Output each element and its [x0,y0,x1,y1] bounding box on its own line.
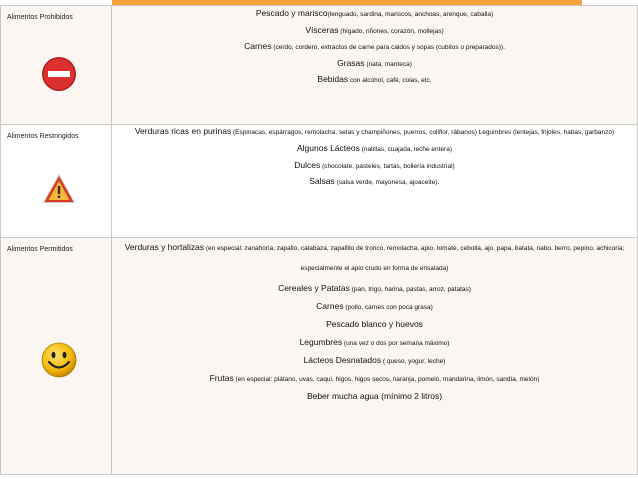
table-row-allowed [1,238,638,475]
row-label-cell [1,6,112,125]
food-line: Dulces (chocolate, pasteles, tartas, bollería industrial) [294,159,455,170]
food-table [0,5,638,475]
row-content-cell [112,6,638,125]
food-line: Frutas (en especial: plátano, uvas, caqui, higos, higos secos, naranja, pomelo, mandarina, limón, sandía, melón) [209,373,540,383]
table-row-prohibited [1,6,638,125]
smiley-icon [41,342,77,378]
row-label-cell [1,125,112,238]
food-line: Cereales y Patatas (pan, trigo, harina, pastas, arroz, patatas) [278,283,471,293]
food-line: Salsas (salsa verde, mayonesa, ajoaceite). [309,176,440,186]
food-line: Carnes (pollo, carnes con poca grasa) [316,301,433,311]
row-content-cell [112,238,638,475]
food-line: Legumbres (una vez o dos por semana máximo) [299,337,450,347]
food-line: Algunos Lácteos (natillas, cuajada, leche entera) [297,143,452,153]
row-label: Alimentos Restringidos [7,133,79,140]
food-line: Verduras y hortalizas (en especial: zanahoria, zapallo, calabaza, zapallito de tronco, remolacha, apio, tomate, cebolla, ajo, papa, batata, nabo, berro, pepino, achicoria; especialmente el apio crudo en forma de ensalada) [124,242,625,272]
food-line: Grasas (nata, manteca) [337,57,412,68]
food-line: Pescado blanco y huevos [326,319,423,329]
food-line: Beber mucha agua (mínimo 2 litros) [306,391,443,401]
food-line: Bebidas con alcohol, café, colas, etc. [317,74,432,84]
row-label-cell [1,238,112,475]
row-label: Alimentos Permitidos [7,246,73,253]
food-line: Vísceras (hígado, riñones, corazón, mollejas) [305,24,444,35]
food-line: Lácteos Desnatados ( queso, yogur, leche) [303,355,446,365]
food-line: Verduras ricas en purinas (Espinacas, espárragos, remolacha, setas y champiñones, puerros, coliflor, rábanos) Legumbres (lentejas, frijoles, habas, garbanzo) [134,126,615,136]
food-line: Carnes (cerdo, cordero, extractos de carne para caldos y sopas (cubitos o preparados)). [244,41,505,51]
row-content-cell [112,125,638,238]
row-label: Alimentos Prohibidos [7,14,73,21]
table-row-restricted [1,125,638,238]
no-entry-icon [41,56,77,92]
food-line: Pescado y marisco(lenguado, sardina, mariscos, anchoas, arenque, caballa) [255,8,494,18]
warning-icon [41,171,77,207]
